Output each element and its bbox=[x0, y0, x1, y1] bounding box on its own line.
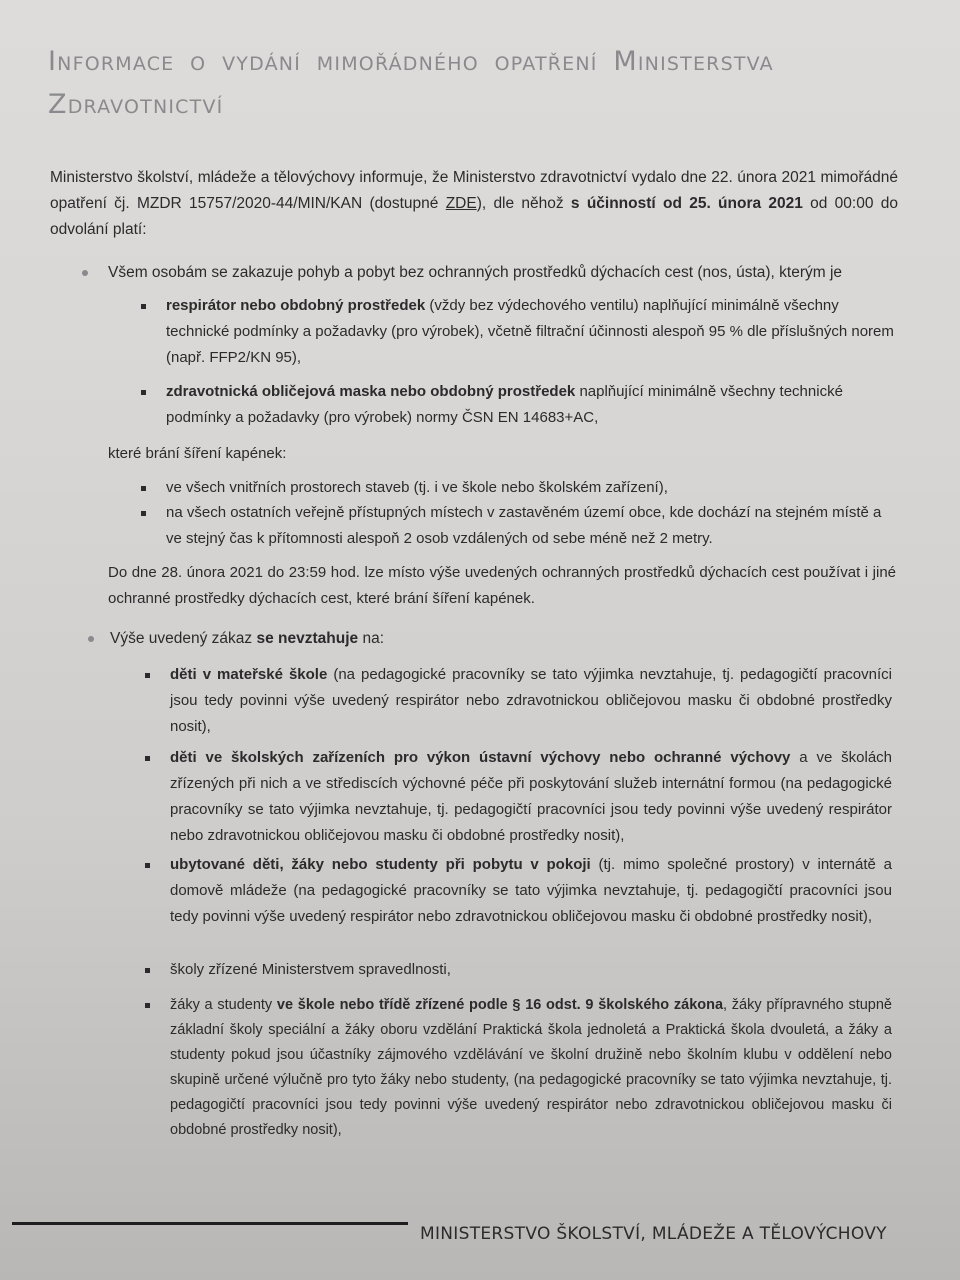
place-item-indoor: ve všech vnitřních prostorech staveb (tj. i ve škole nebo školském zařízení), bbox=[166, 479, 668, 496]
zde-link[interactable]: ZDE bbox=[445, 195, 477, 212]
protection-item-mask: zdravotnická obličejová maska nebo obdobný prostředek naplňující minimálně všechny technické podmínky a požadavky (pro výrobek) normy ČSN EN 14683+AC, bbox=[166, 383, 843, 426]
protection-item-respirator: respirátor nebo obdobný prostředek (vždy bez výdechového ventilu) naplňující minimálně všechny technické podmínky a požadavky (pro výrobek), včetně filtrační účinnosti alespoň 95 % dle příslušných norem (např. FFP2/KN 95), bbox=[166, 297, 894, 366]
transition-note: Do dne 28. února 2021 do 23:59 hod. lze místo výše uvedených ochranných prostředků dýchacích cest používat i jiné ochranné prostředky dýchacích cest, které brání šíření kapének. bbox=[108, 564, 896, 607]
place-item-outdoor: na všech ostatních veřejně přístupných místech v zastavěném území obce, kde dochází na stejném místě a ve stejný čas k přítomnosti alespoň 2 osob vzdálených od sebe méně než 2 metry. bbox=[166, 504, 882, 547]
bullet-square bbox=[145, 673, 150, 678]
bullet-square bbox=[145, 1003, 150, 1008]
section2-bullet: Výše uvedený zákaz se nevztahuje na: bbox=[110, 630, 384, 647]
section1-bullet: Všem osobám se zakazuje pohyb a pobyt bez ochranných prostředků dýchacích cest (nos, ústa), kterým je bbox=[108, 264, 843, 281]
exemption-item-dormitory: ubytované děti, žáky nebo studenty při pobytu v pokoji (tj. mimo společné prostory) v internátě a domově mládeže (na pedagogické pracovníky se tato výjimka nevztahuje, tj. pedagogičtí pracovníci jsou tedy povinni výše uvedený respirátor nebo zdravotnickou obličejovou masku či obdobné prostředky nosit), bbox=[170, 856, 892, 925]
which-prevent-text: které brání šíření kapének: bbox=[108, 445, 287, 462]
exemption-item-justice: školy zřízené Ministerstvem spravedlnosti, bbox=[170, 961, 451, 978]
footer-rule bbox=[12, 1222, 408, 1225]
exemption-item-institutional: děti ve školských zařízeních pro výkon ústavní výchovy nebo ochranné výchovy a ve školách zřízených při nich a ve střediscích výchovné péče při poskytování služeb internátní formou (na pedagogické pracovníky se tato výjimka nevztahuje, tj. pedagogičtí pracovníci jsou tedy povinni výše uvedený respirátor nebo zdravotnickou obličejovou masku či obdobné prostředky nosit), bbox=[170, 749, 893, 844]
exemption-item-kindergarten: děti v mateřské škole (na pedagogické pracovníky se tato výjimka nevztahuje, tj. pedagogičtí pracovníci jsou tedy povinni výše uvedený respirátor nebo zdravotnickou obličejovou masku či obdobné prostředky nosit), bbox=[170, 666, 892, 735]
footer-ministry-name: MINISTERSTVO ŠKOLSTVÍ, MLÁDEŽE A TĚLOVÝCHOVY bbox=[420, 1224, 887, 1244]
bullet-dot bbox=[88, 636, 94, 642]
document-title: Informace o vydání mimořádného opatření Ministerstva Zdravotnictví bbox=[48, 46, 774, 120]
exemption-item-special-school: žáky a studenty ve škole nebo třídě zřízené podle § 16 odst. 9 školského zákona, žáky přípravného stupně základní školy speciální a žáky oboru vzdělání Praktická škola jednoletá a Praktická škola dvouletá, a žáky a studenty pokud jsou účastníky zájmového vzdělávání ve školní družině nebo školním klubu v oddělení nebo skupině určené výlučně pro tyto žáky nebo studenty, (na pedagogické pracovníky se tato výjimka nevztahuje, tj. pedagogičtí pracovníci jsou tedy povinni výše uvedený respirátor nebo zdravotnickou obličejovou masku či obdobné prostředky nosit), bbox=[170, 997, 892, 1138]
bullet-square bbox=[141, 511, 146, 516]
bullet-square bbox=[145, 756, 150, 761]
bullet-square bbox=[141, 304, 146, 309]
bullet-square bbox=[141, 390, 146, 395]
bullet-square bbox=[145, 863, 150, 868]
bullet-dot bbox=[82, 270, 88, 276]
intro-paragraph: Ministerstvo školství, mládeže a tělovýchovy informuje, že Ministerstvo zdravotnictví vydalo dne 22. února 2021 mimořádné opatření čj. MZDR 15757/2020-44/MIN/KAN (dostupné ZDE), dle něhož s účinností od 25. února 2021 od 00:00 do odvolání platí: bbox=[50, 169, 898, 238]
bullet-square bbox=[141, 486, 146, 491]
bullet-square bbox=[145, 968, 150, 973]
